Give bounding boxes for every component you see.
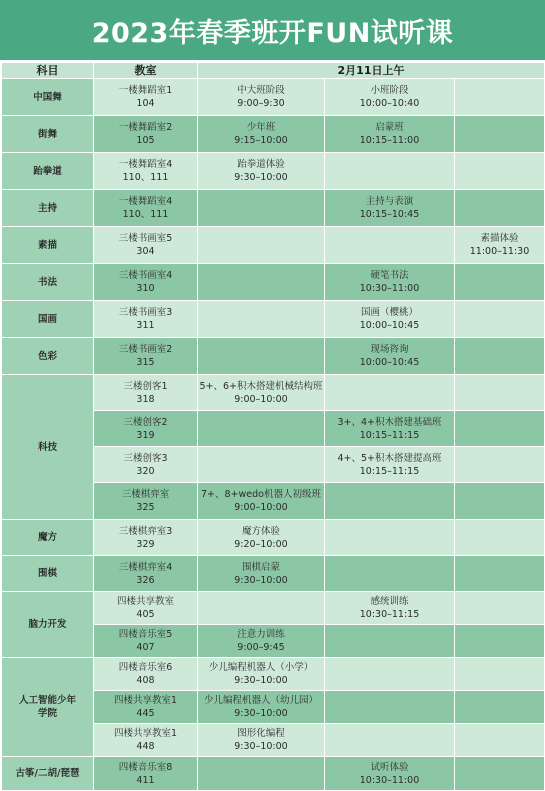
table-row: [2, 116, 545, 153]
table-header-row: [2, 63, 545, 79]
subject-cell: 书法: [2, 264, 94, 301]
session-cell: [455, 625, 545, 658]
session-cell: [325, 375, 455, 411]
course-name: 中大班阶段: [237, 85, 285, 96]
table-row: [2, 375, 545, 411]
header-room: 教室: [94, 63, 198, 79]
session-cell: [198, 757, 325, 791]
session-cell: [325, 556, 455, 592]
room-number: 104: [136, 98, 155, 109]
room-number: 110、111: [122, 172, 169, 183]
course-time: 9:20–10:00: [234, 538, 288, 550]
session-cell: [455, 447, 545, 483]
session-cell: [325, 190, 455, 227]
session-cell: [198, 520, 325, 556]
session-cell: [455, 301, 545, 338]
course-name: 主持与表演: [365, 196, 414, 207]
session-cell: [325, 116, 455, 153]
schedule-body: [2, 79, 545, 791]
session-cell: [325, 483, 455, 520]
room-name: 三楼棋弈室3: [118, 525, 173, 537]
session-cell: [455, 264, 545, 301]
session-cell: [455, 556, 545, 592]
course-time: 9:00–9:45: [237, 642, 285, 653]
room-cell: [94, 592, 198, 625]
session-cell: [325, 79, 455, 116]
table-row: [2, 556, 545, 592]
room-number: 320: [136, 465, 155, 477]
course-name: 跆拳道体验: [237, 159, 285, 170]
course-name: 启蒙班: [375, 122, 404, 133]
course-name: 小班阶段: [370, 85, 409, 96]
session-cell: [198, 116, 325, 153]
session-cell: [198, 483, 325, 520]
room-number: 319: [136, 429, 155, 441]
room-name: 一楼舞蹈室1: [118, 85, 173, 96]
session-cell: [198, 625, 325, 658]
schedule-table: [1, 62, 545, 791]
table-row: [2, 264, 545, 301]
room-number: 105: [136, 135, 155, 146]
session-cell: [455, 691, 545, 724]
course-name: 硬笔书法: [370, 270, 409, 281]
room-number: 110、111: [122, 209, 169, 220]
course-time: 10:30–11:15: [359, 609, 420, 620]
room-number: 304: [136, 246, 155, 257]
course-time: 11:00–11:30: [469, 246, 530, 257]
session-cell: [325, 264, 455, 301]
session-cell: [455, 190, 545, 227]
session-cell: [198, 658, 325, 691]
room-number: 325: [136, 502, 155, 513]
table-row: [2, 338, 545, 375]
room-name: 三楼创客3: [123, 452, 168, 464]
session-cell: [455, 116, 545, 153]
course-name: 4+、5+积木搭建提高班: [337, 452, 442, 464]
room-cell: [94, 190, 198, 227]
course-time: 9:15–10:00: [234, 135, 288, 146]
session-cell: [325, 592, 455, 625]
session-cell: [455, 592, 545, 625]
room-name: 一楼舞蹈室4: [118, 196, 173, 207]
table-row: [2, 227, 545, 264]
course-time: 9:30–10:00: [234, 675, 288, 686]
session-cell: [198, 301, 325, 338]
session-cell: [455, 375, 545, 411]
room-cell: [94, 625, 198, 658]
course-time: 10:15–11:00: [359, 135, 420, 146]
course-time: 10:15–11:15: [359, 465, 420, 477]
course-time: 9:30–10:00: [234, 172, 288, 183]
room-cell: [94, 116, 198, 153]
session-cell: [198, 691, 325, 724]
course-name: 少儿编程机器人（小学）: [208, 662, 314, 673]
room-cell: [94, 520, 198, 556]
course-name: 3+、4+积木搭建基础班: [337, 416, 442, 428]
room-number: 310: [136, 283, 155, 294]
course-name: 感统训练: [370, 596, 409, 607]
room-name: 四楼音乐室6: [118, 662, 173, 673]
session-cell: [198, 375, 325, 411]
subject-cell: 科技: [2, 375, 94, 520]
session-cell: [325, 520, 455, 556]
session-cell: [325, 447, 455, 483]
subject-cell: 人工智能少年学院: [2, 658, 94, 757]
room-name: 四楼共享教室1: [113, 728, 178, 739]
room-cell: [94, 483, 198, 520]
course-name: 少年班: [246, 122, 276, 133]
room-name: 三楼书画室2: [118, 344, 173, 355]
room-cell: [94, 411, 198, 447]
course-time: 10:30–11:00: [359, 774, 420, 786]
room-number: 408: [136, 675, 155, 686]
session-cell: [325, 625, 455, 658]
course-name: 注意力训练: [237, 629, 285, 640]
room-cell: [94, 724, 198, 757]
room-cell: [94, 264, 198, 301]
course-name: 素描体验: [480, 233, 519, 244]
subject-cell: 脑力开发: [2, 592, 94, 658]
session-cell: [325, 227, 455, 264]
session-cell: [455, 227, 545, 264]
session-cell: [325, 724, 455, 757]
room-cell: [94, 757, 198, 791]
course-name: 国画（樱桃）: [360, 307, 418, 318]
session-cell: [455, 79, 545, 116]
table-row: [2, 592, 545, 625]
room-number: 329: [136, 538, 155, 550]
session-cell: [455, 757, 545, 791]
subject-cell: 魔方: [2, 520, 94, 556]
room-number: 315: [136, 357, 155, 368]
course-time: 9:30–10:00: [234, 574, 288, 586]
room-number: 311: [136, 320, 155, 331]
course-time: 10:00–10:45: [359, 357, 420, 368]
session-cell: [455, 724, 545, 757]
session-cell: [455, 338, 545, 375]
room-name: 一楼舞蹈室2: [118, 122, 173, 133]
session-cell: [198, 227, 325, 264]
course-name: 魔方体验: [241, 525, 280, 537]
room-name: 三楼棋弈室4: [118, 561, 173, 573]
room-name: 三楼书画室4: [118, 270, 173, 281]
session-cell: [325, 658, 455, 691]
subject-cell: 素描: [2, 227, 94, 264]
session-cell: [455, 520, 545, 556]
table-row: [2, 757, 545, 791]
session-cell: [198, 556, 325, 592]
room-name: 三楼创客2: [123, 416, 168, 428]
room-cell: [94, 79, 198, 116]
subject-cell: 跆拳道: [2, 153, 94, 190]
table-row: [2, 658, 545, 691]
session-cell: [325, 301, 455, 338]
session-cell: [198, 724, 325, 757]
subject-cell: 古筝/二胡/琵琶: [2, 757, 94, 791]
subject-cell: 围棋: [2, 556, 94, 592]
room-cell: [94, 658, 198, 691]
session-cell: [455, 483, 545, 520]
room-cell: [94, 153, 198, 190]
session-cell: [198, 411, 325, 447]
table-row: [2, 79, 545, 116]
room-cell: [94, 227, 198, 264]
session-cell: [198, 592, 325, 625]
table-row: [2, 520, 545, 556]
room-name: 四楼音乐室8: [118, 761, 173, 773]
room-number: 411: [136, 774, 155, 786]
course-time: 9:30–10:00: [234, 741, 288, 752]
header-date: 2月11日上午: [198, 63, 545, 79]
page-title: 2023年春季班开FUN试听课: [0, 0, 545, 60]
room-number: 445: [136, 708, 155, 719]
subject-cell: 街舞: [2, 116, 94, 153]
course-time: 9:00–10:00: [234, 393, 288, 405]
session-cell: [325, 691, 455, 724]
room-cell: [94, 447, 198, 483]
subject-cell: 中国舞: [2, 79, 94, 116]
subject-cell: 主持: [2, 190, 94, 227]
room-cell: [94, 338, 198, 375]
session-cell: [455, 411, 545, 447]
room-number: 407: [136, 642, 155, 653]
room-cell: [94, 691, 198, 724]
session-cell: [455, 153, 545, 190]
session-cell: [455, 658, 545, 691]
room-name: 三楼书画室5: [118, 233, 173, 244]
room-name: 四楼音乐室5: [118, 629, 173, 640]
room-cell: [94, 301, 198, 338]
room-name: 三楼棋弈室: [121, 489, 170, 500]
table-row: [2, 301, 545, 338]
course-time: 9:30–10:00: [234, 708, 288, 719]
room-number: 326: [136, 574, 155, 586]
subject-cell: 色彩: [2, 338, 94, 375]
room-name: 三楼书画室3: [118, 307, 173, 318]
room-name: 四楼共享教室: [116, 596, 174, 607]
room-cell: [94, 375, 198, 411]
header-subject: 科目: [2, 63, 94, 79]
room-name: 三楼创客1: [123, 380, 168, 392]
session-cell: [198, 153, 325, 190]
room-name: 四楼共享教室1: [113, 695, 178, 706]
room-name: 一楼舞蹈室4: [118, 159, 173, 170]
session-cell: [325, 757, 455, 791]
course-name: 围棋启蒙: [241, 561, 280, 573]
session-cell: [198, 264, 325, 301]
table-row: [2, 153, 545, 190]
subject-cell: 国画: [2, 301, 94, 338]
table-row: [2, 190, 545, 227]
session-cell: [325, 153, 455, 190]
course-name: 试听体验: [370, 761, 409, 773]
course-name: 少儿编程机器人（幼儿园）: [203, 695, 318, 706]
session-cell: [325, 338, 455, 375]
course-time: 10:30–11:00: [359, 283, 420, 294]
room-number: 405: [136, 609, 155, 620]
room-cell: [94, 556, 198, 592]
room-number: 448: [136, 741, 155, 752]
course-name: 图形化编程: [237, 728, 285, 739]
course-name: 5+、6+积木搭建机械结构班: [199, 380, 323, 392]
course-time: 10:00–10:45: [359, 320, 420, 331]
course-name: 7+、8+wedo机器人初级班: [201, 489, 321, 500]
session-cell: [325, 411, 455, 447]
session-cell: [198, 190, 325, 227]
session-cell: [198, 338, 325, 375]
session-cell: [198, 447, 325, 483]
room-number: 318: [136, 393, 155, 405]
course-time: 10:15–10:45: [359, 209, 420, 220]
course-name: 现场咨询: [370, 344, 409, 355]
course-time: 9:00–10:00: [234, 502, 288, 513]
course-time: 9:00–9:30: [237, 98, 285, 109]
course-time: 10:00–10:40: [359, 98, 420, 109]
session-cell: [198, 79, 325, 116]
course-time: 10:15–11:15: [359, 429, 420, 441]
